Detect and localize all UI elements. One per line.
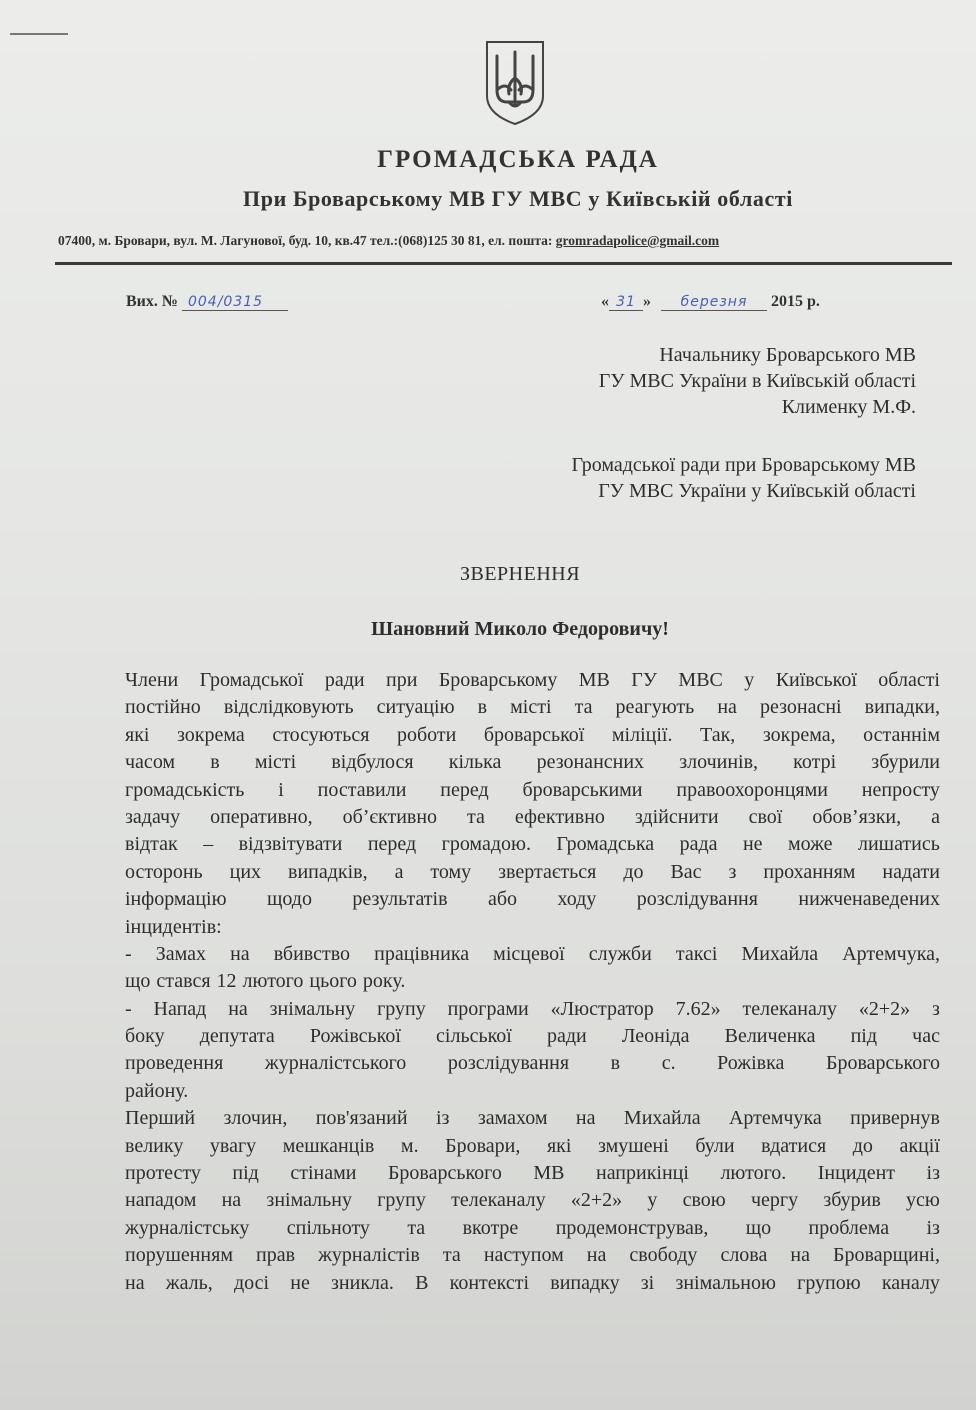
body-line: постійно відслідковують ситуацію в місті та реагують на резонасні випадки, xyxy=(125,696,940,719)
body-line: протесту під стінами Броварського МВ наприкінці лютого. Інцидент із xyxy=(125,1162,940,1185)
corner-mark xyxy=(10,33,68,35)
recipient-line: ГУ МВС України в Київській області xyxy=(598,370,916,392)
body-line: порушенням прав журналістів та наступом на свободу слова на Броварщині, xyxy=(125,1244,940,1267)
body-line: громадськість і поставили перед броварськими правоохоронцями непросту xyxy=(125,778,940,801)
body-line: журналістську спільноту та вкотре продемонстрував, що проблема із xyxy=(125,1216,940,1239)
document-title: ЗВЕРНЕННЯ xyxy=(459,563,581,585)
org-subtitle: При Броварському МВ ГУ МВС у Київській області xyxy=(243,186,793,211)
body-line: часом в місті відбулося кілька резонансних злочинів, котрі збурили xyxy=(125,751,940,774)
date-open-quote: « xyxy=(601,293,609,310)
body-line: що стався 12 лютого цього року. xyxy=(125,970,406,993)
body-text xyxy=(125,667,940,1297)
date-day: 31 xyxy=(609,294,643,311)
contact-line xyxy=(58,233,719,249)
date-year: 2015 р. xyxy=(771,293,820,310)
email-link[interactable]: gromradapolice@gmail.com xyxy=(555,233,720,248)
salutation: Шановний Миколо Федоровичу! xyxy=(371,618,669,640)
recipient-line: Начальнику Броварського МВ xyxy=(659,344,916,366)
letter-date xyxy=(601,293,820,311)
sender-line: Громадської ради при Броварському МВ xyxy=(571,454,916,476)
sender-block xyxy=(571,452,916,504)
body-line: нападом на знімальну групу телеканалу «2+2» у свою чергу збурив усю xyxy=(125,1189,940,1212)
body-line: - Замах на вбивство працівника місцевої служби таксі Михайла Артемчука, xyxy=(125,942,940,965)
body-line: Перший злочин, пов'язаний із замахом на Михайла Артемчука привернув xyxy=(125,1107,940,1130)
address-text: 07400, м. Бровари, вул. М. Лагунової, буд. 10, кв.47 тел.:(068)125 30 81, ел. пошта: xyxy=(58,233,553,248)
body-line: задачу оперативно, об’єктивно та ефективно здійснити свої обов’язки, а xyxy=(125,805,940,828)
body-line: району. xyxy=(125,1079,189,1102)
body-line: які зокрема стосуються роботи броварської міліції. Так, зокрема, останнім xyxy=(125,723,940,746)
date-close-quote: » xyxy=(643,293,651,310)
body-line: Члени Громадської ради при Броварському МВ ГУ МВС у Київської області xyxy=(125,669,940,691)
outgoing-label: Вих. № xyxy=(126,293,178,310)
body-line: боку депутата Рожівської сільської ради Леоніда Величенка під час xyxy=(125,1025,940,1048)
header-divider xyxy=(55,262,952,265)
recipient-line: Клименку М.Ф. xyxy=(781,396,916,418)
trident-emblem-icon xyxy=(483,38,547,128)
org-title: ГРОМАДСЬКА РАДА xyxy=(377,146,659,173)
body-line: - Напад на знімальну групу програми «Люстратор 7.62» телеканалу «2+2» з xyxy=(125,997,940,1020)
body-line: велику увагу мешканців м. Бровари, які змушені були вдатися до акції xyxy=(125,1134,940,1157)
date-month: березня xyxy=(661,294,767,311)
body-line: відтак – відзвітувати перед громадою. Громадська рада не може лишатись xyxy=(125,833,940,856)
sender-line: ГУ МВС України у Київській області xyxy=(598,480,916,502)
body-line: проведення журналістського розслідування в с. Рожівка Броварського xyxy=(125,1052,940,1075)
outgoing-number-value: 004/0315 xyxy=(182,294,288,311)
body-line: інцидентів: xyxy=(125,915,222,938)
body-line: на жаль, досі не зникла. В контексті випадку зі знімальною групою каналу xyxy=(125,1271,940,1294)
body-line: осторонь цих випадків, а тому звертається до Вас з проханням надати xyxy=(125,860,940,883)
outgoing-number xyxy=(126,293,288,311)
recipient-block xyxy=(599,342,916,420)
body-line: інформацію щодо результатів або ходу розслідування нижченаведених xyxy=(125,888,940,911)
